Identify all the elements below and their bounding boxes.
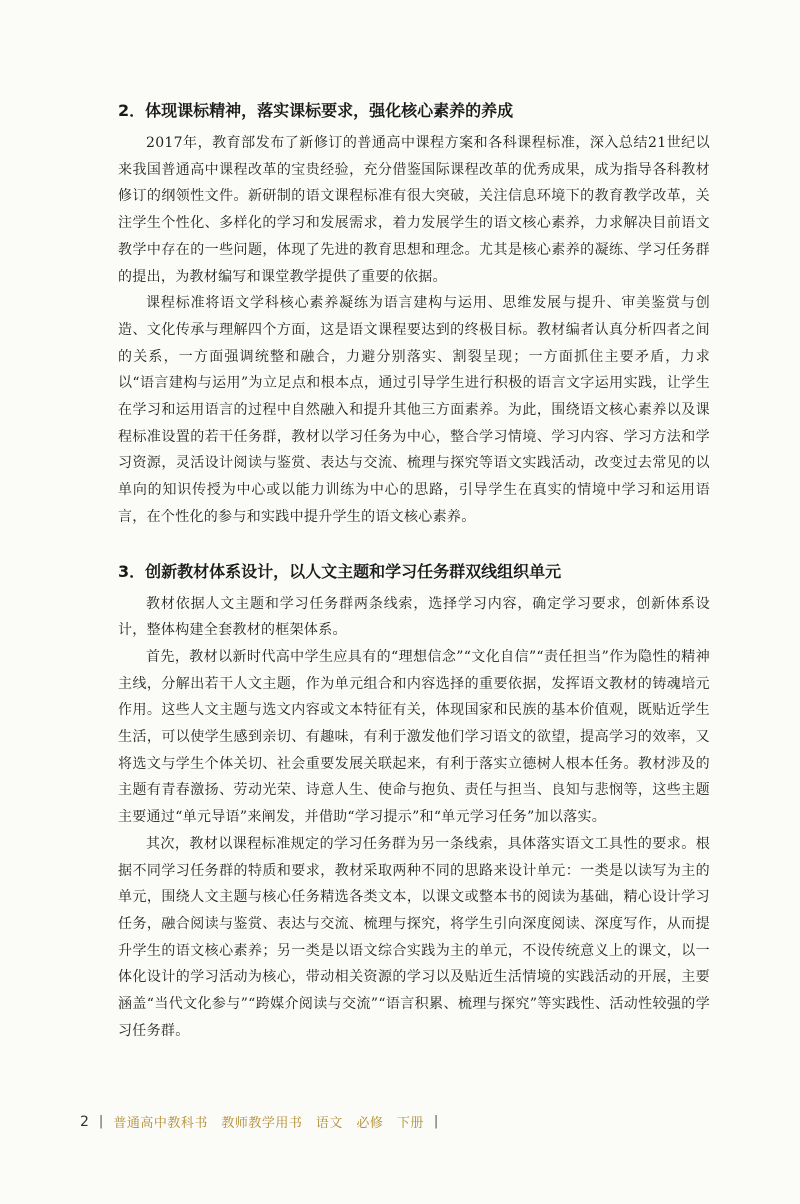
paragraph: 2017年，教育部发布了新修订的普通高中课程方案和各科课程标准，深入总结21世纪以来我国普通高中课程改革的宝贵经验，充分借鉴国际课程改革的优秀成果，成为指导各科教材修订的纲领性文件。新研制的语文课程标准有很大突破，关注信息环境下的教育教学改革，关注学生个性化、多样化的学习和发展需求，着力发展学生的语文核心素养，力求解决目前语文教学中存在的一些问题，体现了先进的教育思想和理念。尤其是核心素养的凝练、学习任务群的提出，为教材编写和课堂教学提供了重要的依据。 bbox=[118, 135, 710, 285]
paragraph: 其次，教材以课程标准规定的学习任务群为另一条线索，具体落实语文工具性的要求。根据不同学习任务群的特质和要求，教材采取两种不同的思路来设计单元：一类是以读写为主的单元，围绕人文主题与核心任务精选各类文本，以课文或整本书的阅读为基础，精心设计学习任务，融合阅读与鉴赏、表达与交流、梳理与探究，将学生引向深度阅读、深度写作，从而提升学生的语文核心素养；另一类是以语文综合实践为主的单元，不设传统意义上的课文，以一体化设计的学习活动为核心，带动相关资源的学习以及贴近生活情境的实践活动的开展，主要涵盖“当代文化参与”“跨媒介阅读与交流”“语言积累、梳理与探究”等实践性、活动性较强的学习任务群。 bbox=[118, 835, 710, 1039]
page-content bbox=[118, 98, 710, 1045]
section-heading: 2．体现课标精神，落实课标要求，强化核心素养的养成 bbox=[118, 101, 514, 120]
paragraph: 首先，教材以新时代高中学生应具有的“理想信念”“文化自信”“责任担当”作为隐性的精神主线，分解出若干人文主题，作为单元组合和内容选择的重要依据，发挥语文教材的铸魂培元作用。这些人文主题与选文内容或文本特征有关，体现国家和民族的基本价值观，既贴近学生生活，可以使学生感到亲切、有趣味，有利于激发他们学习语文的欲望，提高学习的效率，又将选文与学生个体关切、社会重要发展关联起来，有利于落实立德树人根本任务。教材涉及的主题有青春激扬、劳动光荣、诗意人生、使命与抱负、责任与担当、良知与悲悯等，这些主题主要通过“单元导语”来阐发，并借助“学习提示”和“单元学习任务”加以落实。 bbox=[118, 648, 710, 826]
section-2 bbox=[118, 98, 710, 531]
section-heading: 3．创新教材体系设计，以人文主题和学习任务群双线组织单元 bbox=[118, 561, 562, 581]
section-3 bbox=[118, 559, 710, 1045]
book-title: 普通高中教科书 教师教学用书 语文 必修 下册 bbox=[113, 1116, 424, 1131]
page-number: 2 bbox=[80, 1113, 89, 1130]
paragraph: 课程标准将语文学科核心素养凝练为语言建构与运用、思维发展与提升、审美鉴赏与创造、文化传承与理解四个方面，这是语文课程要达到的终极目标。教材编者认真分析四者之间的关系，一方面强调统整和融合，力避分别落实、割裂呈现；一方面抓住主要矛盾，力求以“语言建构与运用”为立足点和根本点，通过引导学生进行积极的语言文字运用实践，让学生在学习和运用语言的过程中自然融入和提升其他三方面素养。为此，围绕语文核心素养以及课程标准设置的若干任务群，教材以学习任务为中心，整合学习情境、学习内容、学习方法和学习资源，灵活设计阅读与鉴赏、表达与交流、梳理与探究等语文实践活动，改变过去常见的以单向的知识传授为中心或以能力训练为中心的思路，引导学生在真实的情境中学习和运用语言，在个性化的参与和实践中提升学生的语文核心素养。 bbox=[118, 295, 710, 525]
paragraph: 教材依据人文主题和学习任务群两条线索，选择学习内容，确定学习要求，创新体系设计，整体构建全套教材的框架体系。 bbox=[118, 595, 710, 639]
footer-end-separator: | bbox=[433, 1114, 439, 1129]
page-footer bbox=[80, 1112, 448, 1131]
footer-separator: | bbox=[98, 1114, 104, 1129]
